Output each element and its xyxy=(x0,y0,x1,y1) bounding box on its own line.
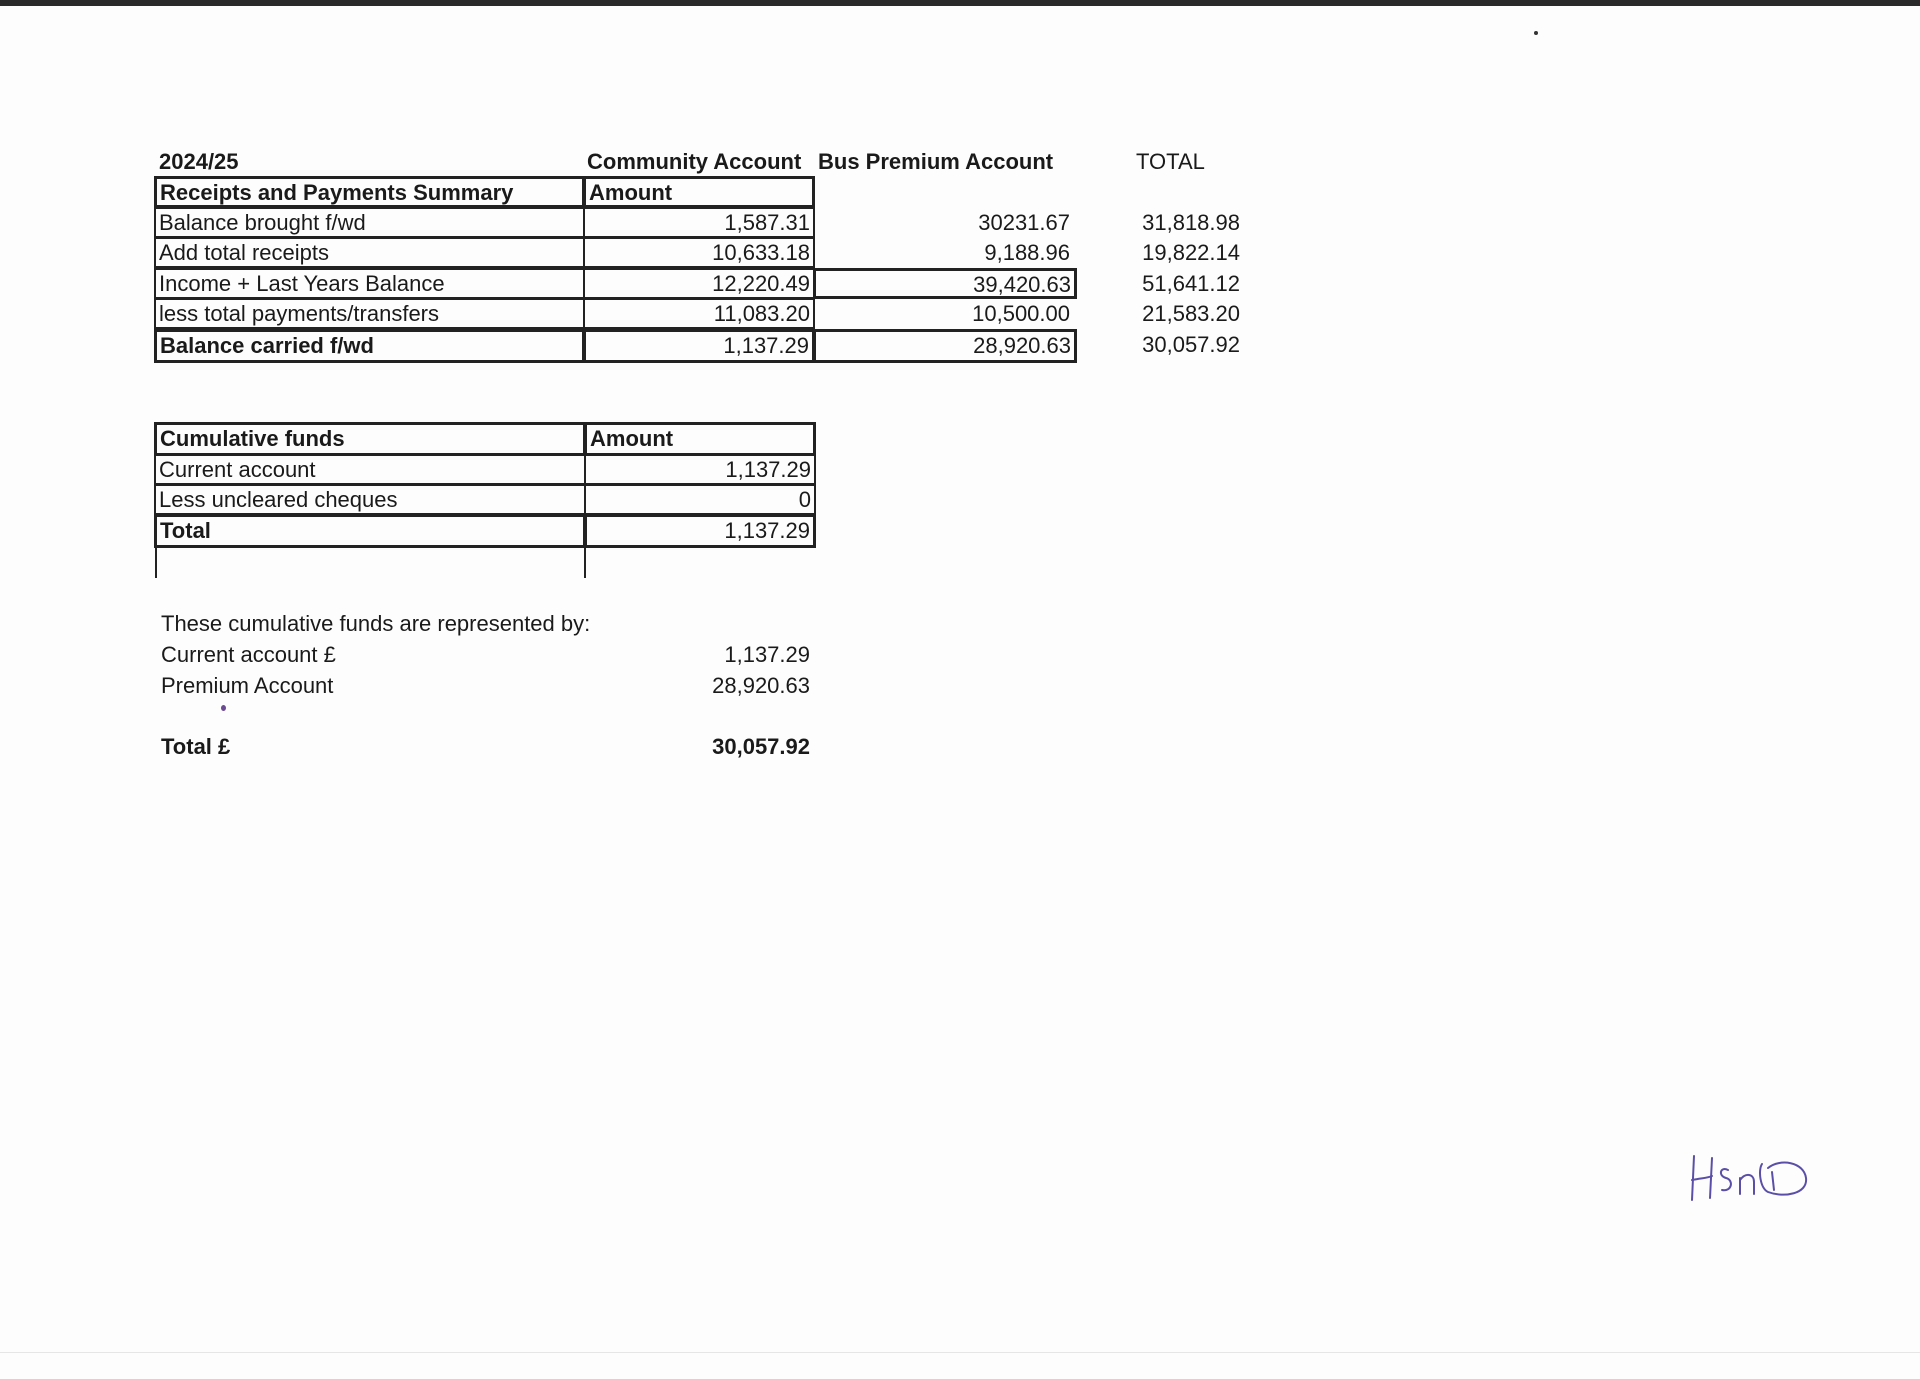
represented-item-label: Current account £ xyxy=(161,642,336,667)
summary-row-total: 19,822.14 xyxy=(1142,240,1240,265)
represented-item-label: Premium Account xyxy=(161,673,334,698)
cumulative-row-amount: 1,137.29 xyxy=(584,514,816,548)
summary-row-bus-premium: 28,920.63 xyxy=(813,329,1077,363)
summary-header-amount: Amount xyxy=(583,176,815,208)
summary-row-label: less total payments/transfers xyxy=(154,298,585,329)
summary-row-bus-premium: 9,188.96 xyxy=(984,240,1070,265)
year-label: 2024/25 xyxy=(159,149,239,174)
summary-row-bus-premium: 30231.67 xyxy=(978,210,1070,235)
represented-total-label: Total £ xyxy=(161,734,231,759)
table-line xyxy=(584,548,586,578)
summary-row-community: 1,137.29 xyxy=(583,329,815,363)
ink-speck xyxy=(221,705,226,711)
cumulative-row-amount: 1,137.29 xyxy=(584,454,816,485)
cumulative-header-label: Cumulative funds xyxy=(154,422,586,456)
scan-top-edge xyxy=(0,0,1920,6)
summary-row-total: 30,057.92 xyxy=(1142,332,1240,357)
summary-row-bus-premium: 10,500.00 xyxy=(972,301,1070,326)
summary-row-total: 51,641.12 xyxy=(1142,271,1240,296)
summary-row-label: Add total receipts xyxy=(154,237,585,268)
cumulative-row-label: Total xyxy=(154,514,586,548)
community-account-header: Community Account xyxy=(587,149,802,174)
summary-row-community: 12,220.49 xyxy=(583,268,815,299)
handwritten-initials xyxy=(1688,1148,1818,1208)
total-header: TOTAL xyxy=(1136,149,1205,174)
summary-row-community: 11,083.20 xyxy=(583,298,815,329)
summary-row-community: 1,587.31 xyxy=(583,207,815,238)
represented-total-amount: 30,057.92 xyxy=(712,734,810,759)
represented-intro: These cumulative funds are represented by: xyxy=(161,611,591,636)
summary-row-community: 10,633.18 xyxy=(583,237,815,268)
summary-row-label: Balance carried f/wd xyxy=(154,329,585,363)
table-line xyxy=(155,548,157,578)
cumulative-row-label: Less uncleared cheques xyxy=(154,484,586,515)
scan-speck xyxy=(1534,31,1538,35)
represented-item-amount: 28,920.63 xyxy=(712,673,810,698)
summary-row-total: 31,818.98 xyxy=(1142,210,1240,235)
cumulative-row-label: Current account xyxy=(154,454,586,485)
summary-row-total: 21,583.20 xyxy=(1142,301,1240,326)
summary-row-bus-premium: 39,420.63 xyxy=(813,268,1077,299)
cumulative-header-amount: Amount xyxy=(584,422,816,456)
cumulative-row-amount: 0 xyxy=(584,484,816,515)
summary-row-label: Balance brought f/wd xyxy=(154,207,585,238)
summary-row-label: Income + Last Years Balance xyxy=(154,268,585,299)
scan-bottom-edge xyxy=(0,1352,1920,1353)
summary-header-label: Receipts and Payments Summary xyxy=(154,176,585,208)
represented-item-amount: 1,137.29 xyxy=(724,642,810,667)
bus-premium-account-header: Bus Premium Account xyxy=(818,149,1054,174)
